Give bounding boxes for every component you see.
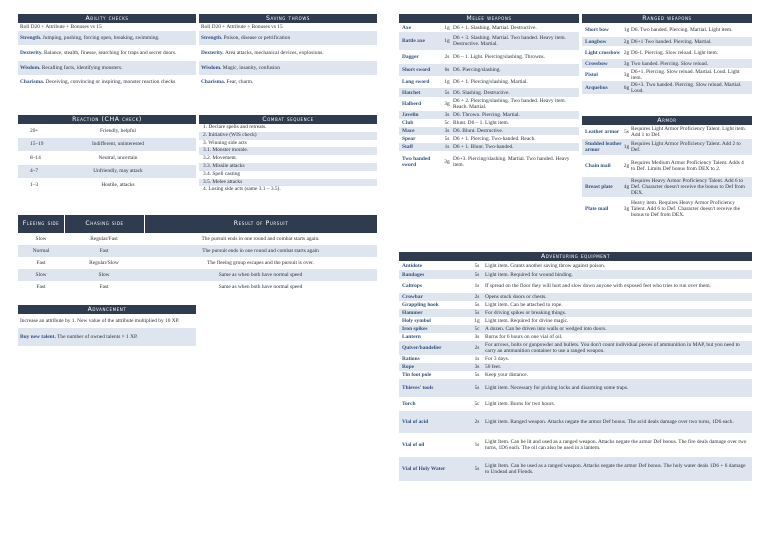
rule-row bbox=[18, 314, 196, 328]
rule-text: Charisma. Fear, charm. bbox=[201, 79, 254, 85]
equipment-row bbox=[399, 363, 752, 371]
item-name: Javelin bbox=[402, 112, 419, 118]
item-cost: 1s bbox=[474, 356, 480, 362]
item-description: D6 + 3. Slashing. Martial. Two handed. Heavy item. Destructive. Martial. bbox=[453, 35, 566, 47]
item-description: Light Item. Can be lit and used as a ranged weapon. Attacks negate the armor Def bonus. The fire deals damage over two turns, 1D6 each. The oil can also be used in a lantern. bbox=[485, 439, 747, 451]
item-cost: 3s bbox=[444, 112, 450, 118]
item-name: Rations bbox=[402, 356, 420, 362]
item-description: D6. Piercing/slashing. bbox=[453, 67, 501, 73]
rule-text: Charisma. Deceiving, convincing or inspiring, monster reaction checks bbox=[20, 79, 176, 85]
item-name: Mace bbox=[402, 128, 415, 134]
item-description: Light item. Necessary for picking locks and disarming some traps. bbox=[485, 385, 629, 391]
pursuit-cell: Regular/Fast bbox=[90, 236, 118, 242]
item-description: D6 + 2. Piercing/slashing. Two handed. Heavy item. Reach. Martial. bbox=[453, 98, 566, 110]
item-description: D6 + 1. Slashing. Martial. Destructive. bbox=[453, 24, 537, 31]
advancement-section bbox=[18, 305, 196, 346]
item-name: Arquebus bbox=[585, 84, 608, 91]
melee-row bbox=[399, 64, 579, 76]
rule-row bbox=[199, 23, 377, 31]
item-description: D6 – 1. Light. Piercing/slashing. Throwns. bbox=[453, 54, 545, 60]
reaction-row bbox=[18, 178, 196, 192]
item-description: Requires Light Armor Proficiency Talent. Light item. Add 1 to Def. bbox=[631, 126, 747, 138]
melee-row bbox=[399, 119, 579, 127]
rule-key: Buy new talent. bbox=[20, 334, 58, 340]
pursuit-cell: Normal bbox=[32, 248, 50, 254]
item-description: D6. Two handed. Piercing. Martial. Light item. bbox=[631, 27, 733, 33]
item-description: D6+3. Two handed. Piercing. Slow reload. Martial. Loud. bbox=[631, 81, 742, 94]
item-description: Keep your distance. bbox=[485, 372, 528, 378]
item-description: D6. Slashing. Destructive. bbox=[453, 89, 510, 96]
equipment-title: Adventuring equipment bbox=[399, 252, 752, 261]
item-name: Spear bbox=[402, 136, 416, 142]
pursuit-row bbox=[18, 233, 377, 245]
item-description: Two handed. Piercing. Slow reload. bbox=[631, 60, 709, 67]
item-description: D6+3. Piercing/slashing. Martial. Two handed. Heavy item. bbox=[453, 156, 570, 168]
item-description: Light item. Burns for two hours. bbox=[485, 401, 555, 407]
melee-row bbox=[399, 127, 579, 135]
rule-text: Increase an attribute by 1. New value of the attribute multiplied by 10 XP. bbox=[20, 318, 180, 324]
reaction-roll: 1–3 bbox=[30, 181, 39, 188]
rule-key: Charisma. bbox=[20, 79, 46, 85]
item-cost: 4g bbox=[623, 184, 630, 190]
pursuit-cell: Slow bbox=[35, 272, 47, 278]
pursuit-cell: Fast bbox=[36, 260, 46, 266]
item-name: Longbow bbox=[585, 38, 607, 45]
item-cost: 2g bbox=[623, 38, 630, 45]
pursuit-cell: Same as when both have normal speed bbox=[218, 272, 303, 278]
saving-throws-title: Saving throws bbox=[199, 14, 377, 23]
item-name: Hatchet bbox=[402, 89, 421, 96]
reaction-roll: 8–14 bbox=[30, 154, 41, 161]
melee-row bbox=[399, 151, 579, 173]
rule-text: Roll D20 + Attribute + Bonuses vs 15 bbox=[20, 24, 102, 30]
pursuit-table bbox=[18, 215, 377, 293]
item-cost: 2s bbox=[474, 294, 480, 300]
pursuit-row bbox=[18, 245, 377, 257]
armor-title: Armor bbox=[582, 116, 752, 125]
reaction-result: Friendly, helpful bbox=[100, 127, 136, 134]
rule-text: Wisdom. Recalling facts, identifying monsters. bbox=[20, 65, 123, 71]
item-cost: 3g bbox=[623, 71, 630, 78]
armor-section bbox=[582, 116, 752, 221]
pursuit-cell: Fast bbox=[36, 284, 46, 290]
item-name: Club bbox=[402, 120, 414, 126]
rule-key: Dexterity. bbox=[201, 50, 225, 56]
combat-step: 3.3. Missile attacks bbox=[199, 163, 377, 171]
pursuit-row bbox=[18, 269, 377, 281]
combat-step: 3.1. Monster morale. bbox=[199, 147, 377, 155]
ability-checks-section bbox=[18, 14, 196, 89]
item-cost: 6s bbox=[444, 67, 450, 73]
pursuit-header-cell: Fleeing side bbox=[18, 215, 64, 233]
item-name: Battle axe bbox=[402, 38, 425, 44]
item-name: Torch bbox=[402, 401, 416, 407]
combat-step: 4. Losing side acts (same 3.1 – 3.5). bbox=[203, 186, 281, 193]
reaction-section bbox=[18, 115, 196, 192]
armor-row bbox=[582, 177, 752, 197]
item-cost: 3g bbox=[623, 206, 630, 212]
equipment-row bbox=[399, 355, 752, 363]
item-name: Plate mail bbox=[585, 206, 609, 212]
item-name: Halberd bbox=[402, 101, 422, 107]
melee-title: Melee weapons bbox=[399, 14, 579, 23]
item-cost: 1g bbox=[444, 38, 450, 44]
item-name: Iron spikes bbox=[402, 326, 428, 332]
item-cost: 1g bbox=[444, 24, 450, 31]
advancement-title: Advancement bbox=[18, 305, 196, 314]
item-cost: 3s bbox=[474, 364, 480, 370]
item-description: For driving spikes or breaking things. bbox=[485, 310, 567, 316]
item-name: Hammer bbox=[402, 310, 423, 316]
item-name: Leather armor bbox=[585, 129, 620, 135]
item-cost: 1s bbox=[444, 144, 450, 150]
equipment-row bbox=[399, 279, 752, 293]
item-cost: 5s bbox=[444, 136, 450, 142]
item-cost: 5s bbox=[474, 466, 480, 472]
equipment-row bbox=[399, 457, 752, 481]
item-name: Lantern bbox=[402, 334, 421, 340]
item-description: Blunt. D6 – 1. Light item. bbox=[453, 120, 510, 126]
equipment-row bbox=[399, 371, 752, 379]
melee-row bbox=[399, 32, 579, 50]
combat-step: 3.5. Melee attacks bbox=[199, 179, 377, 187]
item-cost: 1g bbox=[623, 27, 630, 33]
pursuit-row bbox=[18, 281, 377, 293]
ranged-row bbox=[582, 23, 752, 37]
item-cost: 5c bbox=[474, 401, 480, 407]
armor-row bbox=[582, 197, 752, 221]
ability-checks-title: Ability checks bbox=[18, 14, 196, 23]
item-cost: 1g bbox=[474, 318, 480, 324]
item-name: Pistol bbox=[585, 71, 598, 78]
equipment-row bbox=[399, 293, 752, 301]
rule-key: Charisma. bbox=[201, 79, 227, 85]
saving-throws-section bbox=[199, 14, 377, 89]
rule-key: Strength. bbox=[20, 35, 43, 41]
rule-text: Dexterity. Area attacks, mechanical devices, explosions. bbox=[201, 50, 324, 56]
armor-row bbox=[582, 155, 752, 177]
pursuit-row bbox=[18, 257, 377, 269]
item-name: Holy symbol bbox=[402, 318, 431, 324]
item-cost: 2g bbox=[623, 49, 630, 56]
item-description: For arrows, bolts or gunpowder and bullets. You don't count individual pieces of ammunition in MAP, but you need to carry an ammunition container to use a ranged weapon. bbox=[485, 342, 740, 354]
item-cost: 1s bbox=[474, 442, 480, 448]
item-description: Opens stuck doors or chests. bbox=[485, 294, 547, 300]
equipment-row bbox=[399, 333, 752, 341]
item-description: D6 + 1. Piercing. Two-handed. Reach. bbox=[453, 136, 536, 142]
equipment-row bbox=[399, 397, 752, 411]
item-name: Crowbar bbox=[402, 294, 423, 300]
ranged-row bbox=[582, 59, 752, 68]
rule-row bbox=[199, 61, 377, 75]
combat-sequence-title: Combat sequence bbox=[199, 115, 377, 124]
item-description: D6+1 Two handed. Piercing. Martial. bbox=[631, 38, 712, 45]
item-description: Requires Heavy Armor Proficiency Talent. Add 6 to Def. Character doesn't receive the bonus to Def from DEX. bbox=[631, 178, 745, 196]
rule-row bbox=[18, 31, 196, 45]
rule-key: Wisdom. bbox=[20, 65, 42, 71]
reaction-title: Reaction (CHA check) bbox=[18, 115, 196, 124]
armor-row bbox=[582, 125, 752, 139]
melee-row bbox=[399, 23, 579, 32]
item-cost: 1s bbox=[474, 283, 480, 289]
item-description: Requires Medium Armor Proficiency Talent. Adds 4 to Def. Limits Def bonus from DEX to 2. bbox=[631, 160, 744, 172]
item-cost: 5s bbox=[474, 271, 480, 278]
ranged-row bbox=[582, 46, 752, 59]
pursuit-cell: Fast bbox=[99, 248, 109, 254]
pursuit-cell: Fast bbox=[99, 284, 109, 290]
item-name: Thieves' tools bbox=[402, 385, 434, 391]
ranged-weapons-section bbox=[582, 14, 752, 94]
rule-key: Strength. bbox=[201, 35, 224, 41]
item-name: Rope bbox=[402, 364, 414, 370]
item-cost: 5s bbox=[624, 129, 629, 135]
item-name: Antidote bbox=[402, 262, 423, 269]
rule-row bbox=[199, 45, 377, 61]
equipment-row bbox=[399, 433, 752, 457]
item-cost: 1g bbox=[623, 144, 630, 150]
reaction-result: Hostile, attacks bbox=[101, 181, 135, 188]
equipment-row bbox=[399, 270, 752, 279]
pursuit-header-cell: Result of Pursuit bbox=[144, 215, 377, 233]
reaction-row bbox=[18, 165, 196, 179]
item-description: For 3 days. bbox=[485, 356, 510, 362]
item-name: Grappling hook bbox=[402, 302, 439, 308]
item-cost: 5c bbox=[444, 120, 450, 126]
item-cost: 2s bbox=[474, 419, 480, 425]
reaction-result: Neutral, uncertain bbox=[98, 154, 138, 161]
equipment-row bbox=[399, 325, 752, 333]
reaction-row bbox=[18, 151, 196, 165]
item-description: D6-1. Piercing. Slow reload. Light item. bbox=[631, 49, 718, 56]
item-description: Light item. Ranged weapon. Attacks negate the armor Def bonus. The acid deals damage over two turns, 1D6 each. bbox=[485, 419, 734, 425]
item-name: Two handed sword bbox=[402, 156, 431, 168]
item-cost: 2g bbox=[623, 163, 630, 169]
item-description: D6. Thrown. Piercing. Martial. bbox=[453, 112, 520, 118]
item-cost: 5s bbox=[474, 302, 480, 308]
item-cost: 3s bbox=[444, 128, 450, 134]
rule-row bbox=[18, 23, 196, 31]
item-description: D6. Blunt. Destructive. bbox=[453, 128, 504, 134]
melee-row bbox=[399, 135, 579, 143]
item-name: Vial of oil bbox=[402, 442, 425, 448]
item-description: 50 feet. bbox=[485, 364, 502, 370]
item-description: D6 + 1. Blunt. Two-handed. bbox=[453, 144, 514, 150]
item-description: Requires Light Armor Proficiency Talent. Add 2 to Def. bbox=[631, 141, 741, 153]
item-description: D6+1. Piercing. Slow reload. Martial. Loud. Light item. bbox=[631, 68, 740, 81]
rule-row bbox=[18, 75, 196, 89]
reaction-roll: 4–7 bbox=[30, 168, 39, 175]
rule-text: Buy new talent. The number of owned talents × 1 XP. bbox=[20, 334, 138, 340]
equipment-row bbox=[399, 411, 752, 433]
reaction-result: Indifferent, uninterested bbox=[92, 141, 144, 148]
item-name: Dagger bbox=[402, 54, 419, 60]
rule-row bbox=[18, 61, 196, 75]
item-cost: 3g bbox=[444, 159, 450, 165]
item-description: Light item. Grants another saving throw against poison. bbox=[485, 262, 606, 269]
rule-key: Dexterity. bbox=[20, 50, 44, 56]
rule-row bbox=[199, 31, 377, 45]
equipment-row bbox=[399, 379, 752, 397]
rule-row bbox=[199, 75, 377, 89]
item-name: Light crossbow bbox=[585, 49, 621, 56]
rule-text: Dexterity. Balance, stealth, finesse, searching for traps and secret doors. bbox=[20, 50, 177, 56]
item-cost: 5s bbox=[474, 372, 480, 378]
equipment-row bbox=[399, 309, 752, 317]
item-cost: 3g bbox=[444, 101, 450, 107]
pursuit-cell: Regular/Slow bbox=[89, 260, 119, 266]
item-cost: 3s bbox=[474, 334, 480, 340]
item-name: Long sword bbox=[402, 79, 430, 85]
item-cost: 6g bbox=[623, 84, 630, 91]
item-description: Light item. Required for divine magic. bbox=[485, 318, 569, 324]
ranged-row bbox=[582, 37, 752, 46]
item-name: Vial of Holy Water bbox=[402, 466, 446, 472]
rule-text: Strength. Jumping, pushing, forcing open, breaking, swimming. bbox=[20, 35, 160, 41]
pursuit-cell: Slow bbox=[35, 236, 47, 242]
pursuit-cell: Slow bbox=[98, 272, 110, 278]
equipment-row bbox=[399, 261, 752, 270]
rule-row bbox=[18, 45, 196, 61]
item-cost: 3g bbox=[623, 60, 630, 67]
item-name: Short bow bbox=[585, 27, 609, 33]
pursuit-cell: The fleeing group escapes and the pursuit is over. bbox=[207, 260, 314, 266]
rule-text: Strength. Poison, disease or petrification bbox=[201, 35, 291, 41]
item-name: Chain mail bbox=[585, 163, 611, 169]
reaction-row bbox=[18, 138, 196, 152]
item-description: Heavy item. Requires Heavy Armor Proficiency Talent. Add 6 to Def. Character doesn't receive the bonus to Def from DEX. bbox=[631, 200, 740, 218]
item-description: Light item. Can be attached to rope. bbox=[485, 302, 563, 308]
reaction-roll: 15–19 bbox=[30, 141, 44, 148]
item-name: Caltrops bbox=[402, 283, 422, 289]
item-cost: 5s bbox=[474, 262, 480, 269]
reaction-row bbox=[18, 124, 196, 138]
combat-step: 3.2. Movement. bbox=[203, 155, 238, 162]
item-cost: 5s bbox=[444, 89, 450, 96]
item-name: Breast plate bbox=[585, 184, 613, 190]
reaction-result: Unfriendly, may attack bbox=[93, 168, 143, 175]
equipment-row bbox=[399, 317, 752, 325]
rule-row bbox=[18, 328, 196, 346]
combat-step: 1. Declare spells and retreats. bbox=[203, 124, 267, 130]
ranged-row bbox=[582, 81, 752, 94]
item-name: Short sword bbox=[402, 67, 431, 73]
item-name: Tin foot pole bbox=[402, 372, 432, 378]
item-name: Studded leather armor bbox=[585, 141, 622, 153]
item-cost: 2s bbox=[474, 345, 480, 351]
item-description: Light item. Required for wound binding. bbox=[485, 271, 573, 278]
pursuit-header-row bbox=[18, 215, 377, 233]
item-description: If spread on the floor they will hurt and slow down anyone with exposed feet who tries to run over them. bbox=[485, 283, 711, 289]
item-description: A dozen. Can be driven into walls or wedged into doors. bbox=[485, 326, 607, 332]
melee-row bbox=[399, 97, 579, 111]
item-name: Bandages bbox=[402, 271, 425, 278]
item-description: D6 + 1. Piercing/slashing. Martial. bbox=[453, 79, 528, 85]
combat-step: 2. Initiative (WIS check) bbox=[199, 132, 377, 140]
pursuit-cell: The pursuit ends in one round and combat starts again bbox=[202, 248, 319, 254]
item-name: Staff bbox=[402, 144, 414, 150]
item-name: Quiver/bandelier bbox=[402, 345, 442, 351]
armor-row bbox=[582, 139, 752, 155]
combat-step: 3. Winning side acts bbox=[203, 139, 247, 146]
pursuit-cell: Same as when both have normal speed bbox=[218, 284, 303, 290]
item-cost: 1g bbox=[444, 79, 450, 85]
rule-key: Wisdom. bbox=[201, 65, 223, 71]
item-cost: 5s bbox=[474, 310, 480, 316]
equipment-row bbox=[399, 301, 752, 309]
melee-row bbox=[399, 88, 579, 97]
ranged-title: Ranged weapons bbox=[582, 14, 752, 23]
reaction-roll: 20+ bbox=[30, 127, 39, 134]
pursuit-header-cell: Chasing side bbox=[64, 215, 144, 233]
melee-row bbox=[399, 50, 579, 64]
adventuring-equipment-section bbox=[399, 252, 752, 481]
rule-text: Roll D20 + Attribute + Bonuses vs 15 bbox=[201, 24, 283, 30]
item-name: Axe bbox=[402, 24, 411, 31]
item-name: Crossbow bbox=[585, 60, 608, 67]
combat-sequence-section bbox=[199, 115, 377, 194]
item-cost: 2s bbox=[444, 54, 450, 60]
item-description: Burns for 6 hours on one vial of oil. bbox=[485, 334, 563, 340]
melee-weapons-section bbox=[399, 14, 579, 173]
melee-row bbox=[399, 143, 579, 151]
item-cost: 5s bbox=[474, 385, 480, 391]
pursuit-cell: The pursuit ends in one round and combat starts again. bbox=[201, 236, 320, 242]
combat-step: 3.4. Spell casting bbox=[203, 170, 241, 177]
item-description: Light Item. Can be used as a ranged weapon. Attacks negate the armor Def bonus. The holy water deals 1D6 + 6 damage to Undead and Fiends. bbox=[485, 463, 746, 475]
item-cost: 5c bbox=[474, 326, 480, 332]
item-name: Vial of acid bbox=[402, 419, 429, 425]
rule-text: Wisdom. Magic, insanity, confusion bbox=[201, 65, 280, 71]
equipment-row bbox=[399, 341, 752, 355]
ranged-row bbox=[582, 68, 752, 81]
melee-row bbox=[399, 76, 579, 88]
melee-row bbox=[399, 111, 579, 119]
